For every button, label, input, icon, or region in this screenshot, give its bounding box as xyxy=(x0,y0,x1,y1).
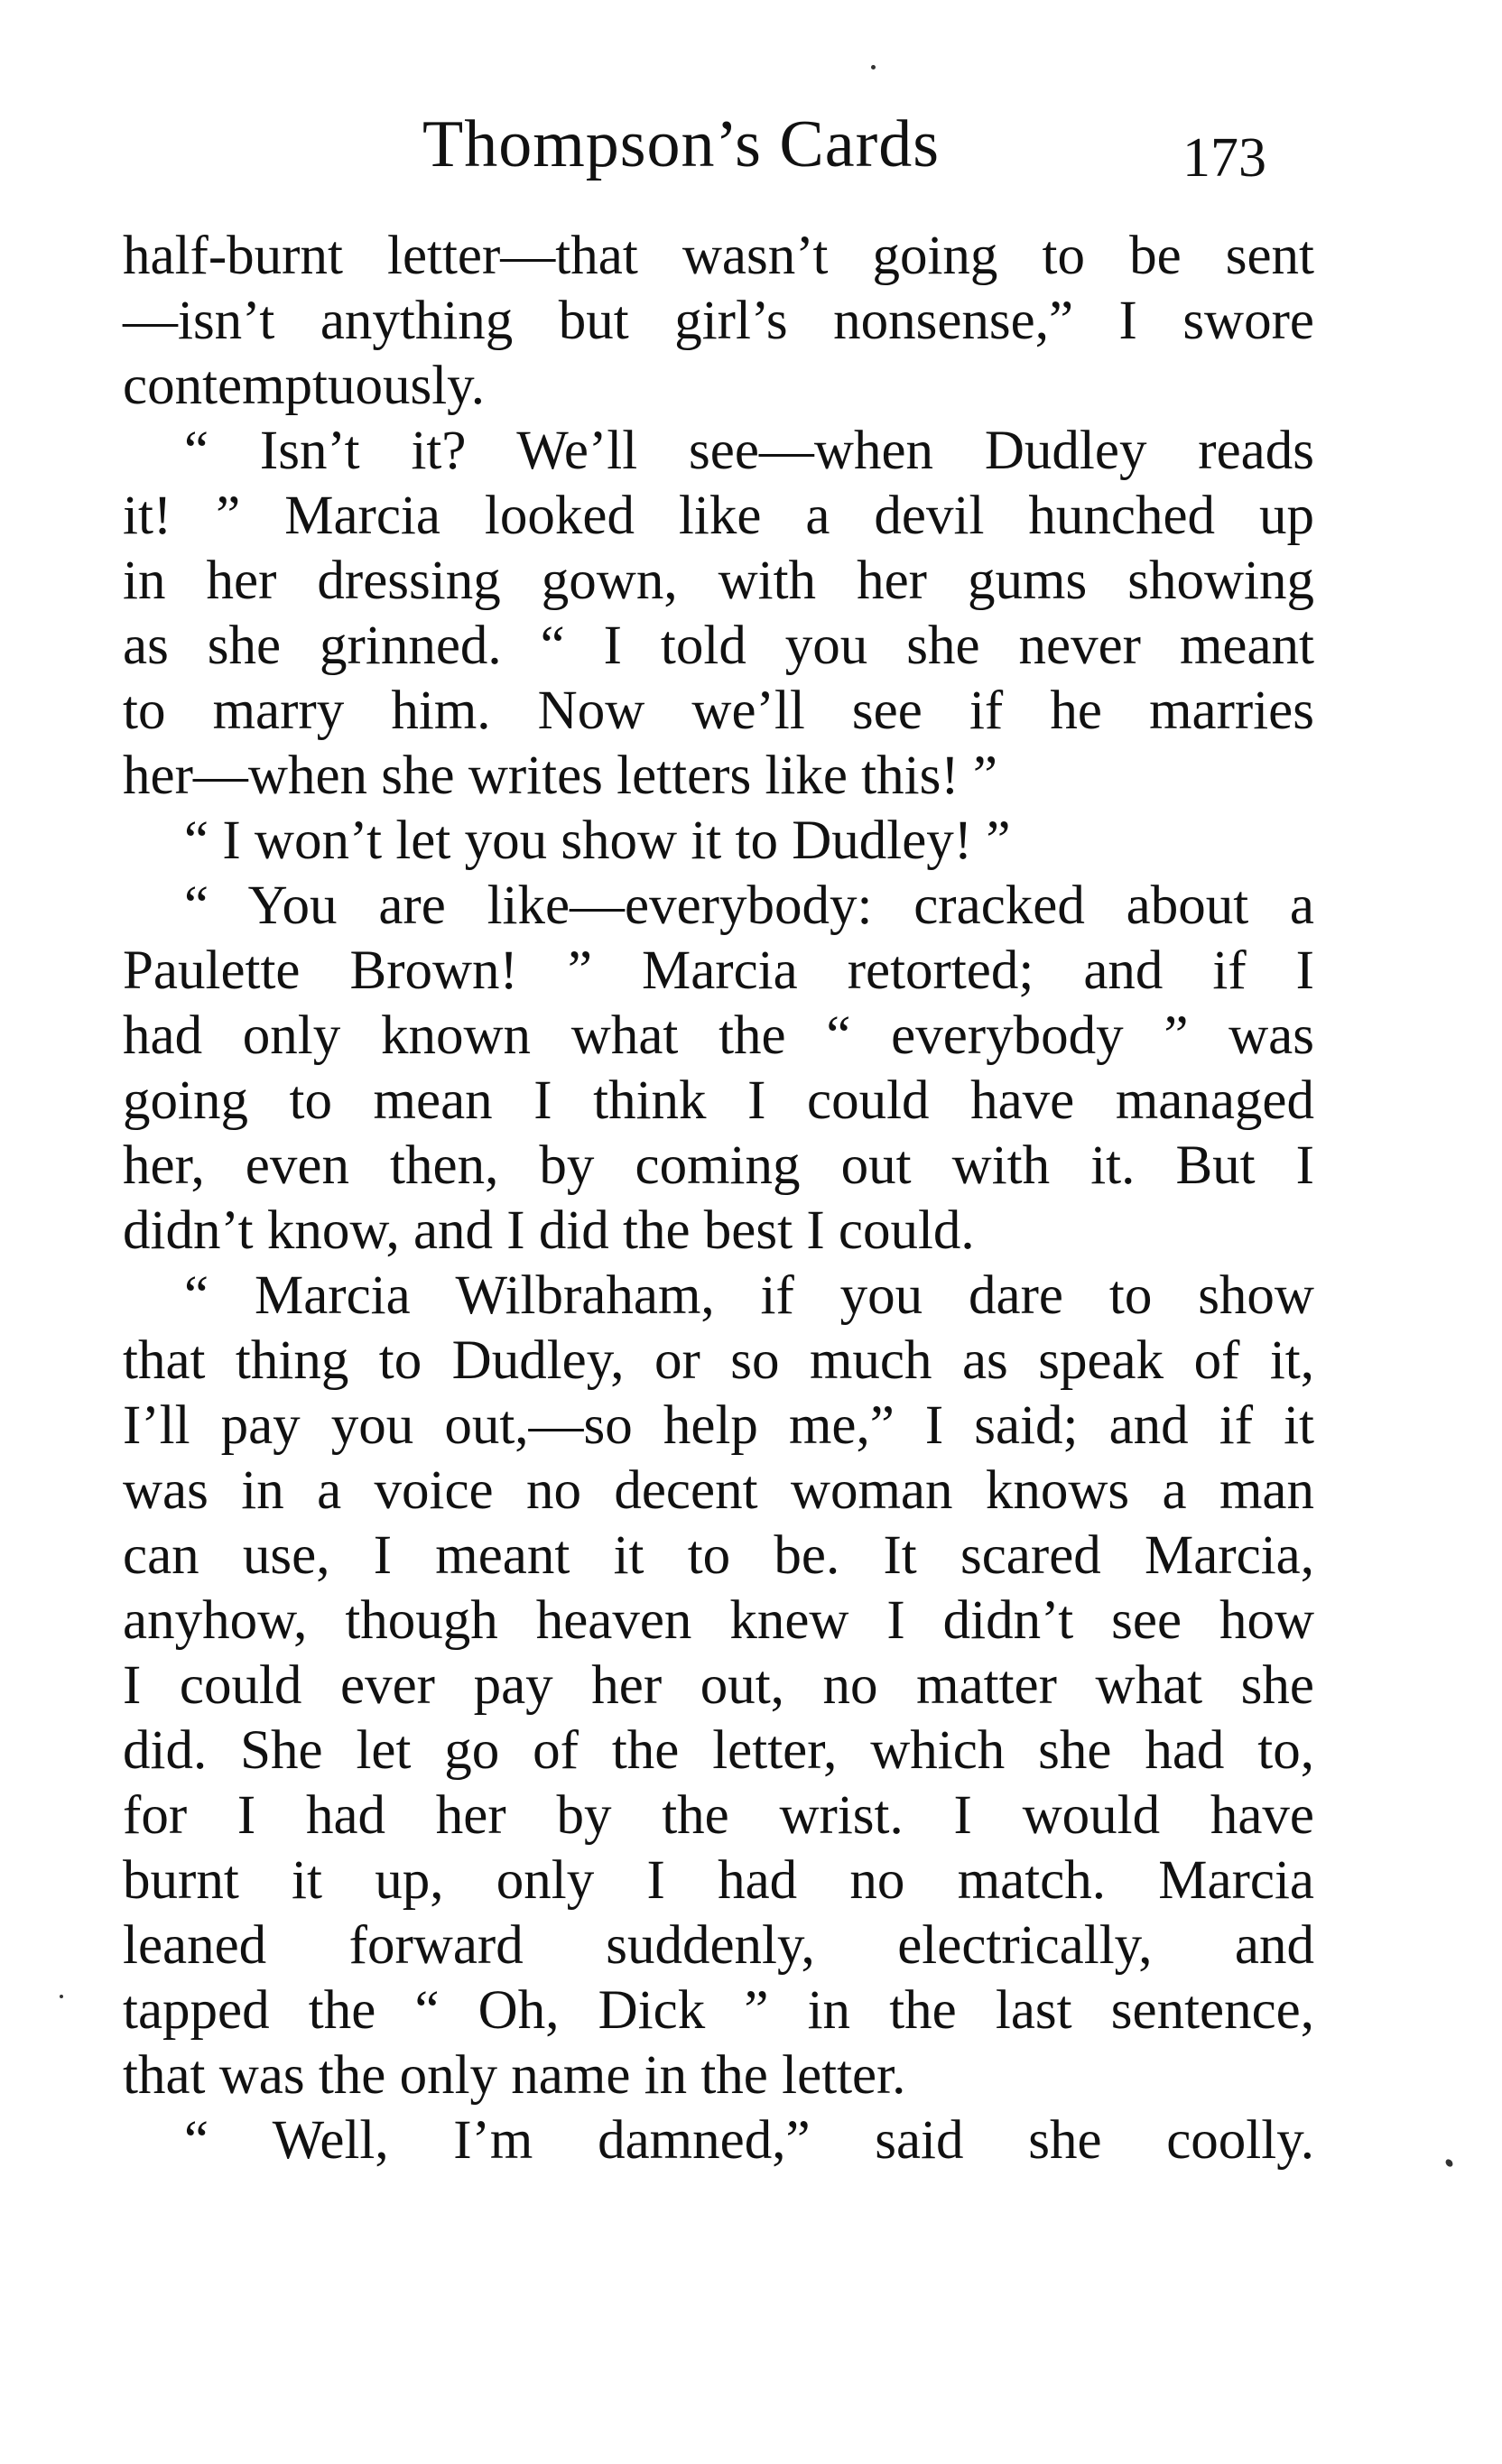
text-line: was in a voice no decent woman knows a man xyxy=(123,1460,1314,1521)
text-line: that thing to Dudley, or so much as speak of it, xyxy=(123,1330,1314,1391)
scan-speck xyxy=(60,1995,63,1998)
text-line: her—when she writes letters like this! ” xyxy=(123,746,997,806)
scan-speck xyxy=(1444,2158,1454,2168)
text-line: “ Isn’t it? We’ll see—when Dudley reads xyxy=(184,421,1314,481)
running-head xyxy=(0,90,1502,199)
text-line: that was the only name in the letter. xyxy=(123,2045,906,2106)
text-line: —isn’t anything but girl’s nonsense,” I swore xyxy=(123,291,1314,351)
text-line: had only known what the “ everybody ” was xyxy=(123,1005,1314,1066)
running-title: Thompson’s Cards xyxy=(422,107,941,181)
text-line: Paulette Brown! ” Marcia retorted; and if I xyxy=(123,940,1314,1001)
text-line: burnt it up, only I had no match. Marcia xyxy=(123,1850,1314,1911)
text-line: I’ll pay you out,—so help me,” I said; and if it xyxy=(123,1395,1314,1456)
text-line: in her dressing gown, with her gums showing xyxy=(123,551,1314,611)
text-line: “ Well, I’m damned,” said she coolly. xyxy=(184,2110,1314,2171)
text-line: half-burnt letter—that wasn’t going to be sent xyxy=(123,226,1314,286)
text-line: can use, I meant it to be. It scared Marcia, xyxy=(123,1525,1314,1586)
text-line: tapped the “ Oh, Dick ” in the last sentence, xyxy=(123,1980,1314,2041)
text-line: “ You are like—everybody: cracked about a xyxy=(184,875,1314,936)
text-line: didn’t know, and I did the best I could. xyxy=(123,1200,975,1261)
text-line: going to mean I think I could have managed xyxy=(123,1070,1314,1131)
body-text xyxy=(123,224,1314,2173)
text-line: to marry him. Now we’ll see if he marries xyxy=(123,681,1314,741)
text-line: as she grinned. “ I told you she never meant xyxy=(123,616,1314,676)
text-line: anyhow, though heaven knew I didn’t see how xyxy=(123,1590,1314,1651)
text-line: contemptuously. xyxy=(123,356,485,416)
page-number: 173 xyxy=(1182,127,1266,189)
text-line: “ I won’t let you show it to Dudley! ” xyxy=(184,811,1011,871)
text-line: for I had her by the wrist. I would have xyxy=(123,1785,1314,1846)
text-line: leaned forward suddenly, electrically, and xyxy=(123,1915,1314,1976)
text-line: her, even then, by coming out with it. But I xyxy=(123,1135,1314,1196)
text-line: it! ” Marcia looked like a devil hunched up xyxy=(123,486,1314,546)
text-line: I could ever pay her out, no matter what she xyxy=(123,1655,1314,1716)
scan-speck xyxy=(871,65,876,69)
text-line: did. She let go of the letter, which she had to, xyxy=(123,1720,1314,1781)
text-line: “ Marcia Wilbraham, if you dare to show xyxy=(184,1265,1314,1326)
